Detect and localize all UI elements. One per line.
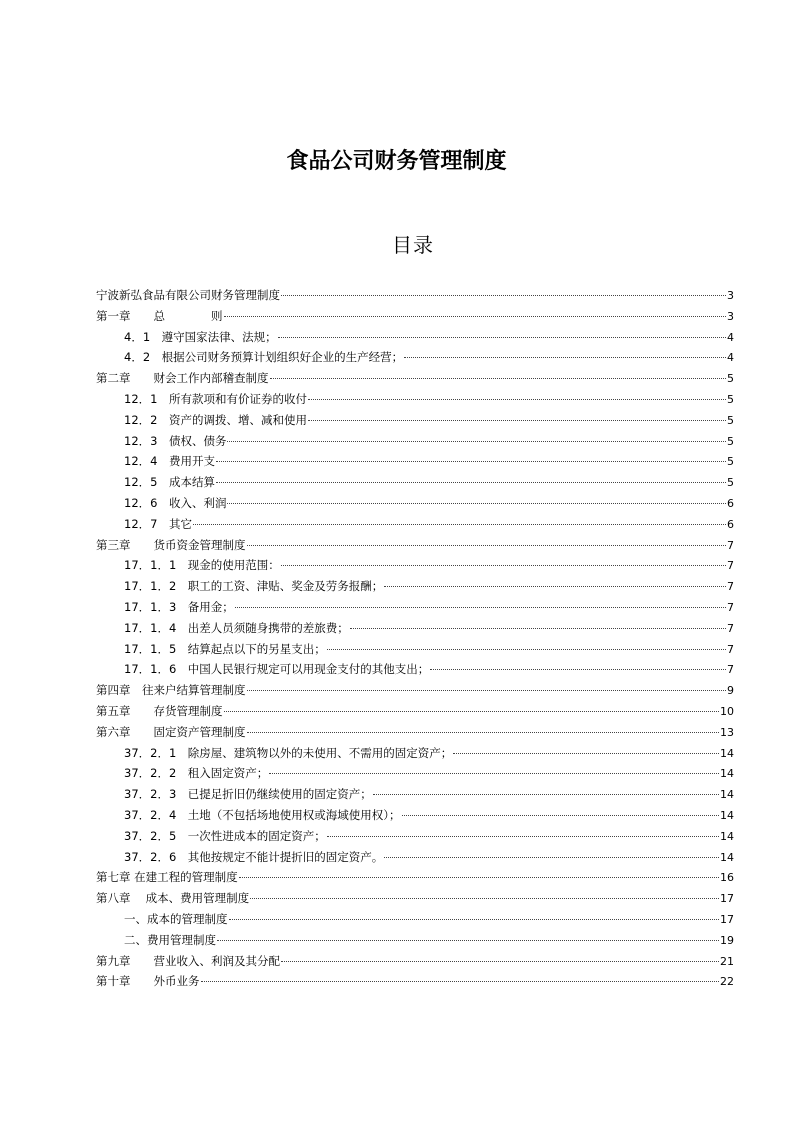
toc-entry[interactable]	[96, 327, 734, 348]
toc-dot-leader	[216, 482, 726, 483]
toc-entry-page-number: 6	[727, 517, 734, 531]
toc-dot-leader	[308, 420, 726, 421]
toc-dot-leader	[281, 565, 726, 566]
toc-entry[interactable]	[96, 472, 734, 493]
toc-entry-page-number: 7	[727, 538, 734, 552]
toc-entry-label: 37．2．5 一次性进成本的固定资产；	[124, 828, 326, 843]
toc-dot-leader	[402, 815, 719, 816]
toc-entry-label: 12．3 债权、债务	[124, 433, 227, 448]
toc-entry-page-number: 3	[727, 309, 734, 323]
toc-entry-label: 12．4 费用开支	[124, 454, 215, 469]
toc-entry-label: 第八章 成本、费用管理制度	[96, 891, 250, 906]
toc-entry-label: 第二章 财会工作内部稽查制度	[96, 371, 269, 386]
toc-entry-page-number: 5	[727, 413, 734, 427]
toc-dot-leader	[308, 399, 726, 400]
toc-dot-leader	[224, 711, 720, 712]
toc-dot-leader	[373, 794, 719, 795]
toc-entry-page-number: 14	[720, 829, 734, 843]
toc-dot-leader	[350, 628, 726, 629]
toc-dot-leader	[227, 503, 726, 504]
toc-entry-page-number: 10	[720, 704, 734, 718]
toc-entry-page-number: 4	[727, 351, 734, 365]
toc-dot-leader	[281, 961, 719, 962]
toc-entry[interactable]	[96, 555, 734, 576]
toc-entry-label: 第九章 营业收入、利润及其分配	[96, 953, 280, 968]
toc-dot-leader	[404, 357, 726, 358]
toc-entry-label: 第十章 外币业务	[96, 974, 200, 989]
toc-dot-leader	[453, 753, 719, 754]
toc-entry-page-number: 5	[727, 434, 734, 448]
document-title: 食品公司财务管理制度	[286, 149, 507, 174]
toc-entry[interactable]	[96, 451, 734, 472]
toc-entry-page-number: 14	[720, 788, 734, 802]
toc-entry[interactable]	[96, 285, 734, 306]
toc-entry-page-number: 14	[720, 808, 734, 822]
toc-entry-label: 17．1．4 出差人员须随身携带的差旅费；	[124, 620, 349, 635]
toc-entry[interactable]	[96, 618, 734, 639]
toc-entry-page-number: 13	[720, 725, 734, 739]
toc-entry[interactable]	[96, 306, 734, 327]
toc-entry-label: 37．2．4 土地（不包括场地使用权或海域使用权）；	[124, 807, 401, 822]
toc-entry-label: 第六章 固定资产管理制度	[96, 724, 246, 739]
toc-dot-leader	[270, 378, 727, 379]
toc-dot-leader	[229, 919, 720, 920]
toc-entry[interactable]	[96, 410, 734, 431]
toc-entry-label: 37．2．3 已提足折旧仍继续使用的固定资产；	[124, 787, 372, 802]
toc-entry[interactable]	[96, 867, 734, 888]
toc-entry-page-number: 5	[727, 476, 734, 490]
toc-entry-label: 12．5 成本结算	[124, 475, 215, 490]
toc-entry-page-number: 16	[720, 871, 734, 885]
toc-entry-page-number: 7	[727, 600, 734, 614]
toc-entry-page-number: 5	[727, 455, 734, 469]
toc-entry[interactable]	[96, 722, 734, 743]
toc-dot-leader	[239, 877, 719, 878]
toc-entry-page-number: 4	[727, 330, 734, 344]
toc-entry[interactable]	[96, 659, 734, 680]
toc-entry-page-number: 7	[727, 642, 734, 656]
toc-entry-label: 二、费用管理制度	[124, 932, 216, 947]
toc-entry-page-number: 9	[727, 684, 734, 698]
toc-entry-page-number: 17	[720, 892, 734, 906]
toc-entry-label: 17．1．1 现金的使用范围：	[124, 558, 280, 573]
toc-entry-page-number: 5	[727, 372, 734, 386]
toc-dot-leader	[281, 295, 726, 296]
toc-entry-label: 第四章 往来户结算管理制度	[96, 683, 246, 698]
toc-entry[interactable]	[96, 847, 734, 868]
toc-entry[interactable]	[96, 535, 734, 556]
toc-entry-label: 12．7 其它	[124, 516, 192, 531]
toc-entry[interactable]	[96, 805, 734, 826]
toc-entry-label: 一、成本的管理制度	[124, 911, 228, 926]
toc-dot-leader	[430, 669, 726, 670]
toc-entry-page-number: 3	[727, 289, 734, 302]
toc-entry[interactable]	[96, 784, 734, 805]
toc-entry-label: 第七章 在建工程的管理制度	[96, 870, 238, 885]
toc-entry-page-number: 19	[720, 933, 734, 947]
toc-entry-label: 第五章 存货管理制度	[96, 703, 223, 718]
toc-entry[interactable]	[96, 576, 734, 597]
toc-entry-label: 宁波新弘食品有限公司财务管理制度	[96, 288, 280, 302]
toc-dot-leader	[227, 441, 726, 442]
toc-entry[interactable]	[96, 368, 734, 389]
toc-entry-page-number: 6	[727, 496, 734, 510]
toc-dot-leader	[224, 316, 727, 317]
toc-entry-label: 12．2 资产的调拨、增、减和使用	[124, 412, 307, 427]
toc-entry[interactable]	[96, 701, 734, 722]
toc-entry[interactable]	[96, 347, 734, 368]
toc-entry-page-number: 7	[727, 580, 734, 594]
toc-dot-leader	[327, 649, 726, 650]
toc-entry-page-number: 14	[720, 746, 734, 760]
toc-entry-label: 12．1 所有款项和有价证券的收付	[124, 391, 307, 406]
toc-dot-leader	[247, 545, 727, 546]
toc-heading: 目录	[392, 233, 434, 257]
toc-entry-label: 37．2．6 其他按规定不能计提折旧的固定资产。	[124, 849, 384, 864]
toc-dot-leader	[201, 981, 720, 982]
toc-entry-label: 37．2．2 租入固定资产；	[124, 766, 269, 781]
toc-dot-leader	[247, 732, 720, 733]
toc-dot-leader	[250, 898, 719, 899]
toc-entry-label: 17．1．2 职工的工资、津贴、奖金及劳务报酬；	[124, 579, 384, 594]
toc-entry[interactable]	[96, 431, 734, 452]
toc-entry-page-number: 14	[720, 850, 734, 864]
toc-entry[interactable]	[96, 930, 734, 951]
toc-entry-page-number: 22	[720, 975, 734, 989]
toc-entry-page-number: 7	[727, 663, 734, 677]
toc-dot-leader	[247, 690, 727, 691]
toc-entry-label: 第一章 总 则	[96, 308, 223, 323]
toc-entry-label: 17．1．3 备用金；	[124, 599, 234, 614]
toc-entry[interactable]	[96, 389, 734, 410]
toc-entry-label: 37．2．1 除房屋、建筑物以外的未使用、不需用的固定资产；	[124, 745, 453, 760]
toc-dot-leader	[193, 524, 726, 525]
toc-entry-page-number: 7	[727, 621, 734, 635]
toc-entry-page-number: 21	[720, 954, 734, 968]
toc-entry-label: 第三章 货币资金管理制度	[96, 537, 246, 552]
toc-entry[interactable]	[96, 743, 734, 764]
toc-entry-page-number: 7	[727, 559, 734, 573]
toc-entry-label: 12．6 收入、利润	[124, 495, 227, 510]
toc-dot-leader	[217, 940, 719, 941]
toc-dot-leader	[278, 337, 726, 338]
toc-entry[interactable]	[96, 514, 734, 535]
toc-entry[interactable]	[96, 597, 734, 618]
toc-entry[interactable]	[96, 493, 734, 514]
table-of-contents	[96, 285, 734, 992]
toc-entry-label: 4．2 根据公司财务预算计划组织好企业的生产经营；	[124, 350, 404, 365]
toc-entry[interactable]	[96, 763, 734, 784]
toc-dot-leader	[216, 461, 726, 462]
toc-entry-label: 17．1．5 结算起点以下的另星支出；	[124, 641, 326, 656]
toc-dot-leader	[327, 836, 719, 837]
toc-entry-page-number: 17	[720, 912, 734, 926]
toc-entry[interactable]	[96, 639, 734, 660]
toc-entry[interactable]	[96, 680, 734, 701]
toc-entry-page-number: 5	[727, 392, 734, 406]
toc-dot-leader	[269, 773, 719, 774]
toc-entry-label: 4．1 遵守国家法律、法规；	[124, 329, 277, 344]
toc-entry[interactable]	[96, 826, 734, 847]
toc-dot-leader	[235, 607, 726, 608]
toc-dot-leader	[384, 857, 719, 858]
toc-entry[interactable]	[96, 971, 734, 992]
toc-entry[interactable]	[96, 909, 734, 930]
toc-entry-label: 17．1．6 中国人民银行规定可以用现金支付的其他支出；	[124, 662, 430, 677]
toc-dot-leader	[384, 586, 726, 587]
toc-entry-page-number: 14	[720, 767, 734, 781]
toc-entry[interactable]	[96, 888, 734, 909]
toc-entry[interactable]	[96, 951, 734, 972]
